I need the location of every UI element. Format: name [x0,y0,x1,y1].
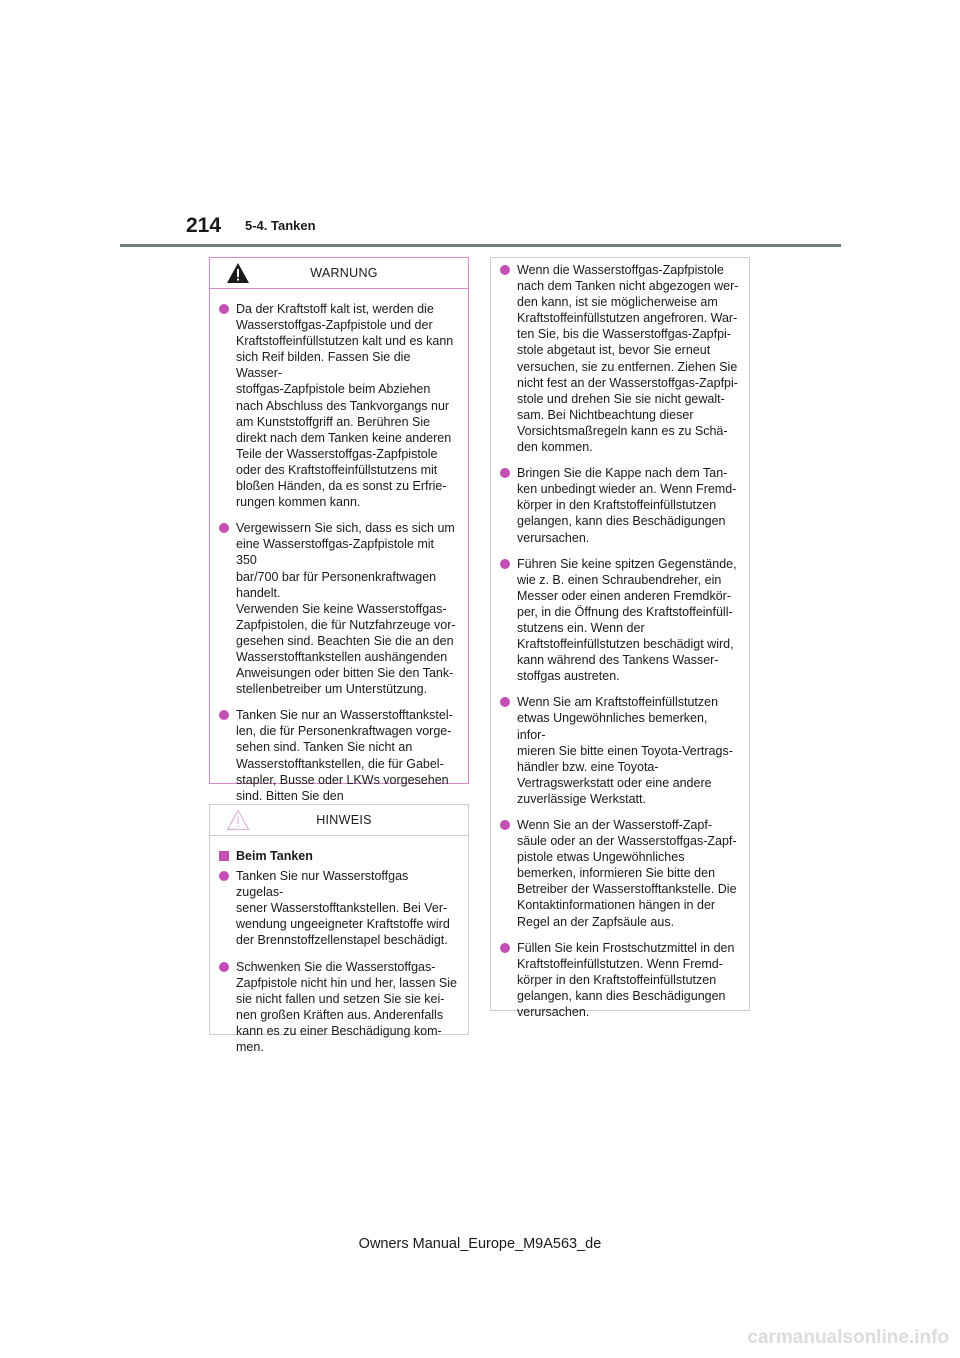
notice-subhead-text: Beim Tanken [236,849,313,863]
warning-item-text: Vergewissern Sie sich, dass es sich um eine Wasserstoffgas-Zapfpistole mit 350 bar/700 bar für Personenkraftwagen handelt. Verwenden Sie keine Wasserstoffgas- Zapfpistolen, die für Nutzfahrzeuge vor- gesehen sind. Beachten Sie die an den Wasserstofftankstellen aushängenden Anweisungen oder bitten Sie den Tank- stellenbetreiber um Unterstützung. [236,521,456,697]
warning-item-text: Tanken Sie nur an Wasserstofftankstel- len, die für Personenkraftwagen vorge- sehen sind. Tanken Sie nicht an Wasserstofftankstellen, die für Gabel- stapler, Busse oder LKWs vorgesehen sind. Bitten Sie den [236,708,453,803]
square-bullet-icon [219,851,229,861]
notice-item-text: Schwenken Sie die Wasserstoffgas- Zapfpistole nicht hin und her, lassen Sie sie nicht fallen und setzen Sie sie kei- nen großen Kräften aus. Anderenfalls kann es zu einer Beschädigung kom- men. [236,959,457,1055]
continuation-item-text: Bringen Sie die Kappe nach dem Tan- ken unbedingt wieder an. Wenn Fremd- körper in den Kraftstoffeinfüllstutzen gelangen, kann dies Beschädigungen verursachen. [517,466,737,545]
continuation-item [500,817,739,930]
bullet-dot-icon [500,468,510,478]
watermark-site: carmanualsonline.info [747,1327,949,1348]
notice-box [209,804,469,1055]
section-title: 5-4. Tanken [245,218,316,233]
continuation-item-text: Wenn Sie am Kraftstoffeinfüllstutzen etwas Ungewöhnliches bemerken, infor- mieren Sie bitte einen Toyota-Vertrags- händler bzw. eine Toyota- Vertragswerkstatt oder eine andere zuverlässige Werkstatt. [517,695,733,806]
warning-header [210,258,468,289]
bullet-dot-icon [500,943,510,953]
continuation-item [500,556,739,685]
warning-triangle-icon [226,262,250,284]
notice-item-text: Tanken Sie nur Wasserstoffgas zugelas- sener Wasserstofftankstellen. Bei Ver- wendung ungeeigneter Kraftstoffe wird der Brennstoffzellenstapel beschädigt. [236,869,450,948]
notice-label: HINWEIS [316,813,372,827]
footer-doc-id: Owners Manual_Europe_M9A563_de [358,1236,602,1252]
notice-header [210,805,468,836]
continuation-item [500,465,739,545]
continuation-item-text: Füllen Sie kein Frostschutzmittel in den Kraftstoffeinfüllstutzen. Wenn Fremd- körper in den Kraftstoffeinfüllstutzen gelangen, kann dies Beschädigungen verursachen. [517,940,735,1020]
bullet-dot-icon [219,710,229,720]
bullet-dot-icon [219,304,229,314]
continuation-item-text: Wenn die Wasserstoffgas-Zapfpistole nach dem Tanken nicht abgezogen wer- den kann, ist sie möglicherweise am Kraftstoffeinfüllstutzen angefroren. War- ten Sie, bis die Wasserstoffgas-Zapfpi- stole abgetaut ist, bevor Sie erneut versuchen, sie zu entfernen. Ziehen Sie nicht fest an der Wasserstoffgas-Zapfpi- stole und drehen Sie sie nicht gewalt- sam. Bei Nichtbeachtung dieser Vorsichtsmaßregeln kann es zu Schä- den kommen. [517,263,739,455]
bullet-dot-icon [500,820,510,830]
warning-body [210,289,468,836]
page-number: 214 [186,214,222,237]
continuation-item [500,262,739,455]
caution-triangle-icon [226,809,250,831]
continuation-body [491,262,749,1020]
warning-item-text: Da der Kraftstoff kalt ist, werden die Wasserstoffgas-Zapfpistole und der Kraftstoffeinfüllstutzen kalt und es kann sich Reif bilden. Fassen Sie die Wasser- stoffgas-Zapfpistole beim Abziehen nach Abschluss des Tankvorgangs nur am Kunststoffgriff an. Berühren Sie direkt nach dem Tanken keine anderen Teile der Wasserstoffgas-Zapfpistole oder des Kraftstoffeinfüllstutzens mit bloßen Händen, da es sonst zu Erfrie- rungen kommen kann. [236,302,454,510]
bullet-dot-icon [219,871,229,881]
header-rule [120,244,841,247]
continuation-box [490,257,750,1020]
notice-item [219,868,458,948]
warning-box [209,257,469,803]
continuation-item [500,694,739,807]
bullet-dot-icon [219,523,229,533]
warning-label: WARNUNG [310,266,378,280]
bullet-dot-icon [500,265,510,275]
warning-item [219,301,458,510]
bullet-dot-icon [500,697,510,707]
notice-subhead [219,848,458,864]
continuation-item [500,940,739,1020]
notice-body [210,836,468,1055]
bullet-dot-icon [219,962,229,972]
continuation-item-text: Führen Sie keine spitzen Gegenstände, wie z. B. einen Schraubendreher, ein Messer oder einen anderen Fremdkör- per, in die Öffnung des Kraftstoffeinfüll- stutzens ein. Wenn der Kraftstoffeinfüllstutzen beschädigt wird, kann während des Tankens Wasser- stoffgas austreten. [517,556,737,684]
bullet-dot-icon [500,559,510,569]
warning-item [219,520,458,697]
continuation-item-text: Wenn Sie an der Wasserstoff-Zapf- säule oder an der Wasserstoffgas-Zapf- pistole etwas Ungewöhnliches bemerken, informieren Sie bitte den Betreiber der Wasserstofftankstelle. Die Kontaktinformationen hängen in der Regel an der Zapfsäule aus. [517,818,737,929]
notice-item [219,959,458,1056]
